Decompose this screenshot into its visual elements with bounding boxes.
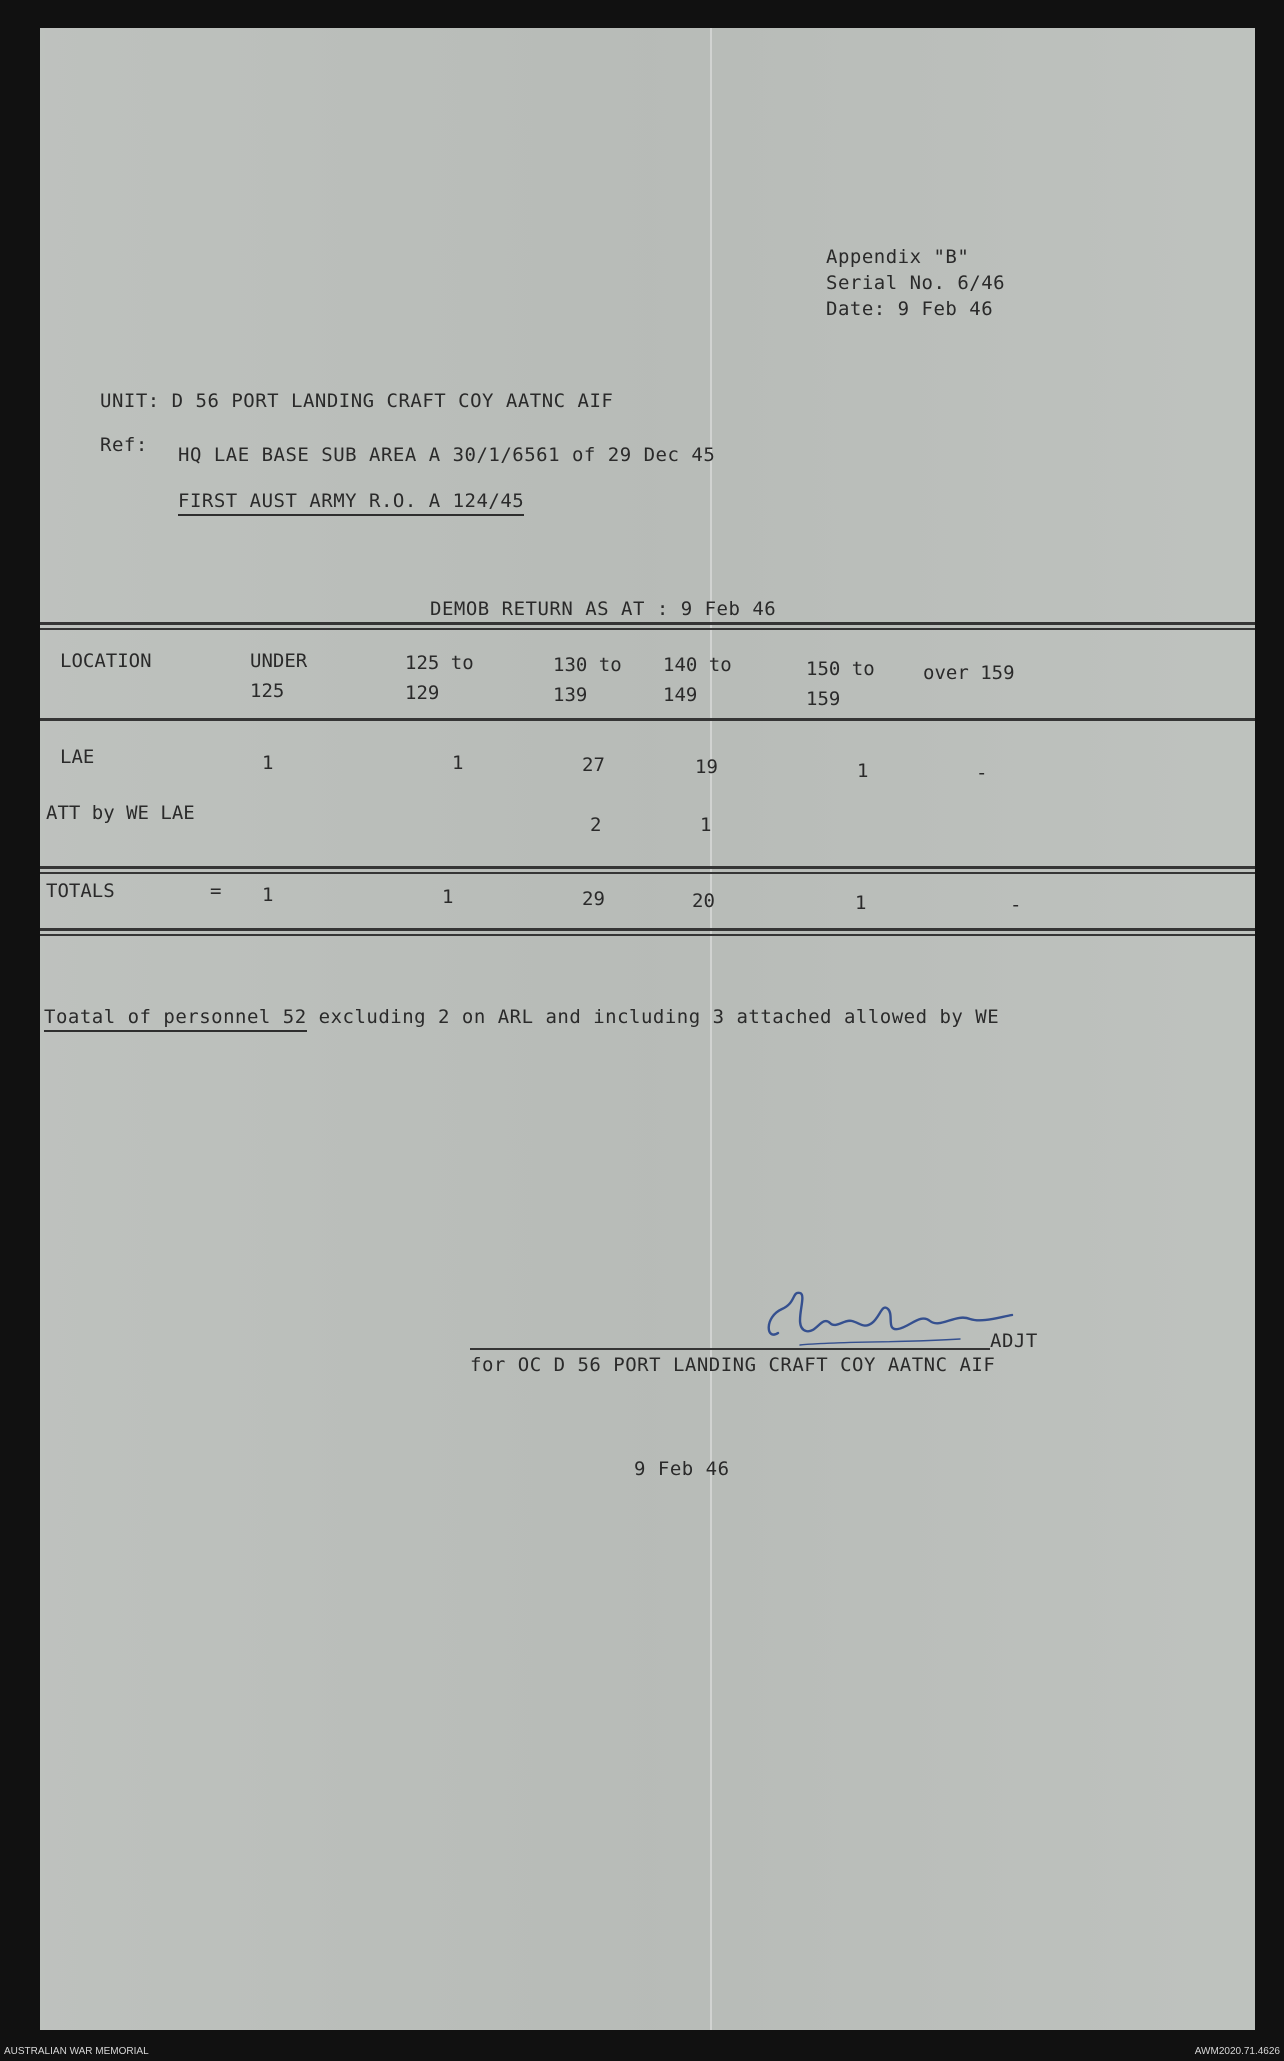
appendix-label: Appendix "B" xyxy=(826,246,970,268)
header-rule xyxy=(40,718,1255,721)
header-150-159: 150 to 159 xyxy=(806,658,875,710)
summary-line xyxy=(44,1006,999,1028)
row-value: - xyxy=(976,762,988,784)
ref-line-1: HQ LAE BASE SUB AREA A 30/1/6561 of 29 Dec 45 xyxy=(178,444,716,466)
totals-value: 20 xyxy=(692,890,715,912)
table-top-rule xyxy=(40,622,1255,630)
totals-value: 1 xyxy=(442,886,454,908)
totals-value: 1 xyxy=(262,884,274,906)
footer-credit: AUSTRALIAN WAR MEMORIAL xyxy=(4,2046,149,2057)
signature-rule xyxy=(470,1348,990,1350)
table-title: DEMOB RETURN AS AT : 9 Feb 46 xyxy=(430,598,777,620)
totals-label: TOTALS xyxy=(46,880,115,902)
header-130-139: 130 to 139 xyxy=(553,654,622,706)
totals-value: - xyxy=(1010,894,1022,916)
footer-accession: AWM2020.71.4626 xyxy=(1194,2046,1280,2057)
row-value: 1 xyxy=(857,760,869,782)
header-location: LOCATION xyxy=(60,650,152,672)
document-page xyxy=(40,28,1255,2030)
totals-eq: = xyxy=(210,880,222,902)
header-125-129: 125 to 129 xyxy=(405,652,474,704)
table-bottom-rule xyxy=(40,928,1255,936)
totals-value: 29 xyxy=(582,888,605,910)
row-value: 1 xyxy=(452,752,464,774)
unit-line: UNIT: D 56 PORT LANDING CRAFT COY AATNC AIF xyxy=(100,390,614,412)
totals-top-rule xyxy=(40,866,1255,874)
header-over-159: over 159 xyxy=(923,662,1015,684)
row-location: ATT by WE LAE xyxy=(46,802,195,824)
row-value: 19 xyxy=(695,756,718,778)
signature-mark xyxy=(760,1283,1020,1353)
header-under-125: UNDER 125 xyxy=(250,650,308,702)
header-140-149: 140 to 149 xyxy=(663,654,732,706)
summary-rest: excluding 2 on ARL and including 3 attached allowed by WE xyxy=(318,1006,1000,1028)
row-location: LAE xyxy=(60,746,95,768)
signature-line: for OC D 56 PORT LANDING CRAFT COY AATNC AIF xyxy=(470,1354,996,1376)
ref-line-2: FIRST AUST ARMY R.O. A 124/45 xyxy=(178,490,524,516)
row-value: 2 xyxy=(590,814,602,836)
summary-prefix: Toatal of personnel 52 xyxy=(44,1006,307,1032)
serial-number: Serial No. 6/46 xyxy=(826,272,1006,294)
paper-fold xyxy=(710,28,712,2030)
ref-label: Ref: xyxy=(100,434,148,456)
row-value: 27 xyxy=(582,754,605,776)
signature-title: ADJT xyxy=(990,1330,1038,1352)
row-value: 1 xyxy=(700,814,712,836)
document-date: Date: 9 Feb 46 xyxy=(826,298,994,320)
totals-value: 1 xyxy=(855,892,867,914)
row-value: 1 xyxy=(262,752,274,774)
signature-date: 9 Feb 46 xyxy=(634,1458,730,1480)
